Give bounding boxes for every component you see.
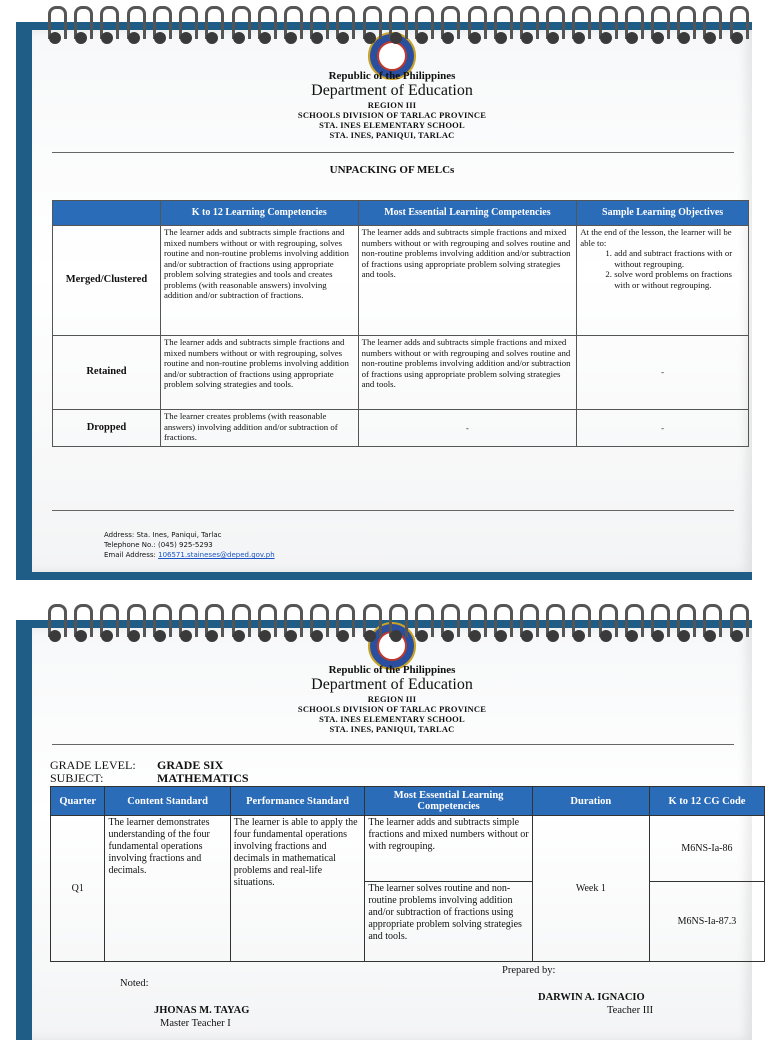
- column-header: Most Essential Learning Competencies: [365, 787, 532, 816]
- ring-icon: [413, 604, 431, 650]
- row-label: Dropped: [53, 410, 161, 447]
- division-text: SCHOOLS DIVISION OF TARLAC PROVINCE: [297, 110, 487, 120]
- page-2-notebook: [16, 620, 752, 1040]
- ring-icon: [649, 604, 667, 650]
- spiral-binding: [46, 6, 746, 52]
- ring-icon: [728, 6, 746, 52]
- row-label: Merged/Clustered: [53, 226, 161, 336]
- prepared-by-label: Prepared by:: [502, 965, 556, 976]
- header-divider: [52, 744, 734, 745]
- column-header: Sample Learning Objectives: [577, 201, 749, 226]
- region-text: REGION III: [367, 100, 417, 110]
- ring-icon: [492, 6, 510, 52]
- ring-icon: [570, 6, 588, 52]
- ring-icon: [72, 604, 90, 650]
- ring-icon: [518, 604, 536, 650]
- ring-icon: [649, 6, 667, 52]
- ring-icon: [361, 6, 379, 52]
- ring-icon: [597, 604, 615, 650]
- spiral-binding: [46, 604, 746, 650]
- ring-icon: [125, 604, 143, 650]
- ring-icon: [203, 6, 221, 52]
- ring-icon: [230, 6, 248, 52]
- k12-competency-cell: The learner creates problems (with reasonable answers) involving addition and/or subtraction of fractions.: [160, 410, 358, 447]
- location-text: STA. INES, PANIQUI, TARLAC: [329, 724, 455, 734]
- column-header: Performance Standard: [230, 787, 365, 816]
- preparer-name: DARWIN A. IGNACIO: [538, 992, 645, 1003]
- curriculum-guide-table: [50, 786, 765, 962]
- ring-icon: [728, 604, 746, 650]
- column-header: Quarter: [51, 787, 105, 816]
- cg-code-cell: M6NS-Ia-87.3: [649, 882, 764, 962]
- column-header: K to 12 Learning Competencies: [160, 201, 358, 226]
- k12-competency-cell: The learner adds and subtracts simple fractions and mixed numbers without or with regrouping, solves routine and non-routine problems involving addition and/or subtraction of fractions using appropriate problem solving strategies and tools and creates problems (with reasonable answers) involving addition and/or subtraction of fractions.: [160, 226, 358, 336]
- quarter-cell: Q1: [51, 816, 105, 962]
- cg-code-cell: M6NS-Ia-86: [649, 816, 764, 882]
- ring-icon: [623, 604, 641, 650]
- page-1-paper: [32, 30, 752, 572]
- ring-icon: [334, 604, 352, 650]
- division-text: SCHOOLS DIVISION OF TARLAC PROVINCE: [297, 704, 487, 714]
- ring-icon: [230, 604, 248, 650]
- department-title: Department of Education: [311, 676, 473, 693]
- region-text: REGION III: [367, 694, 417, 704]
- page-2-header: [32, 664, 752, 734]
- objectives-intro: At the end of the lesson, the learner will be able to:: [580, 227, 732, 248]
- ring-icon: [570, 604, 588, 650]
- melc-cell: -: [358, 410, 577, 447]
- ring-icon: [544, 6, 562, 52]
- performance-standard-cell: The learner is able to apply the four fundamental operations involving fractions and decimals in mathematical problems and real-life situations.: [230, 816, 365, 962]
- ring-icon: [701, 6, 719, 52]
- melc-cell: The learner adds and subtracts simple fractions and mixed numbers without or with regrouping.: [365, 816, 532, 882]
- ring-icon: [387, 604, 405, 650]
- melc-cell: The learner adds and subtracts simple fractions and mixed numbers without or with regrouping and solves routine and non-routine problems involving addition and/or subtraction of fractions using appropriate problem solving strategies and tools.: [358, 226, 577, 336]
- melc-cell: The learner solves routine and non-routine problems involving addition and/or subtraction of fractions using appropriate problem solving strategies and tools.: [365, 882, 532, 962]
- ring-icon: [46, 604, 64, 650]
- list-item: 2. solve word problems on fractions with or without regrouping.: [614, 269, 745, 290]
- objectives-cell: [577, 226, 749, 336]
- location-text: STA. INES, PANIQUI, TARLAC: [329, 130, 455, 140]
- ring-icon: [308, 6, 326, 52]
- ring-icon: [256, 604, 274, 650]
- ring-icon: [518, 6, 536, 52]
- subject-line: [50, 771, 249, 786]
- ring-icon: [466, 604, 484, 650]
- objectives-cell: -: [577, 410, 749, 447]
- preparer-title: Teacher III: [607, 1005, 654, 1016]
- grade-level-value: GRADE SIX: [157, 758, 224, 772]
- ring-icon: [334, 6, 352, 52]
- ring-icon: [125, 6, 143, 52]
- page-title: UNPACKING OF MELCs: [329, 164, 455, 176]
- grade-level-label: GRADE LEVEL:: [50, 758, 136, 772]
- footer: [104, 530, 275, 560]
- duration-cell: Week 1: [532, 816, 649, 962]
- content-standard-cell: The learner demonstrates understanding of the four fundamental operations involving fractions and decimals.: [105, 816, 230, 962]
- ring-icon: [701, 604, 719, 650]
- ring-icon: [98, 6, 116, 52]
- table-row: [53, 410, 749, 447]
- ring-icon: [72, 6, 90, 52]
- ring-icon: [466, 6, 484, 52]
- column-header: K to 12 CG Code: [649, 787, 764, 816]
- header-divider: [52, 152, 734, 153]
- ring-icon: [151, 604, 169, 650]
- page-2-paper: [32, 628, 752, 1040]
- ring-icon: [387, 6, 405, 52]
- ring-icon: [282, 604, 300, 650]
- ring-icon: [623, 6, 641, 52]
- ring-icon: [98, 604, 116, 650]
- objectives-cell: -: [577, 336, 749, 410]
- page-1-header: [32, 70, 752, 140]
- ring-icon: [597, 6, 615, 52]
- melc-table: [52, 200, 749, 447]
- republic-text: Republic of the Philippines: [328, 70, 456, 82]
- page-1-notebook: [16, 22, 752, 580]
- email-line: [104, 550, 275, 560]
- melc-table-header: [53, 201, 749, 226]
- ring-icon: [203, 604, 221, 650]
- address-text: Address: Sta. Ines, Paniqui, Tarlac: [104, 531, 222, 539]
- footer-divider: [52, 510, 734, 511]
- table-row: [51, 816, 765, 882]
- list-item: 1. add and subtract fractions with or without regrouping.: [614, 248, 745, 269]
- ring-icon: [256, 6, 274, 52]
- table-row: [53, 336, 749, 410]
- melc-cell: The learner adds and subtracts simple fractions and mixed numbers without or with regrouping and solves routine and non-routine problems involving addition and/or subtraction of fractions using appropriate problem solving strategies and tools.: [358, 336, 577, 410]
- subject-value: MATHEMATICS: [157, 771, 249, 785]
- noter-name: JHONAS M. TAYAG: [154, 1005, 250, 1016]
- noter-title: Master Teacher I: [160, 1018, 231, 1029]
- ring-icon: [151, 6, 169, 52]
- email-label: Email Address:: [104, 551, 159, 559]
- ring-icon: [544, 604, 562, 650]
- noted-label: Noted:: [120, 978, 149, 989]
- school-text: STA. INES ELEMENTARY SCHOOL: [319, 714, 465, 724]
- ring-icon: [308, 604, 326, 650]
- ring-icon: [675, 604, 693, 650]
- table-row: [53, 226, 749, 336]
- school-text: STA. INES ELEMENTARY SCHOOL: [319, 120, 465, 130]
- ring-icon: [46, 6, 64, 52]
- cg-table-header: [51, 787, 765, 816]
- ring-icon: [439, 6, 457, 52]
- email-link[interactable]: 106571.staineses@deped.gov.ph: [158, 551, 275, 559]
- telephone-text: Telephone No.: (045) 925-5293: [104, 541, 213, 549]
- ring-icon: [361, 604, 379, 650]
- ring-icon: [177, 6, 195, 52]
- column-header: Content Standard: [105, 787, 230, 816]
- column-header: [53, 201, 161, 226]
- column-header: Most Essential Learning Competencies: [358, 201, 577, 226]
- column-header: Duration: [532, 787, 649, 816]
- department-title: Department of Education: [311, 82, 473, 99]
- ring-icon: [177, 604, 195, 650]
- republic-text: Republic of the Philippines: [328, 664, 456, 676]
- k12-competency-cell: The learner adds and subtracts simple fractions and mixed numbers without or with regrouping, solves routine and non-routine problems involving addition and/or subtraction of fractions using appropriate problem solving strategies and tools.: [160, 336, 358, 410]
- objectives-list: [580, 248, 745, 290]
- ring-icon: [439, 604, 457, 650]
- row-label: Retained: [53, 336, 161, 410]
- ring-icon: [675, 6, 693, 52]
- ring-icon: [282, 6, 300, 52]
- ring-icon: [413, 6, 431, 52]
- ring-icon: [492, 604, 510, 650]
- subject-label: SUBJECT:: [50, 771, 104, 785]
